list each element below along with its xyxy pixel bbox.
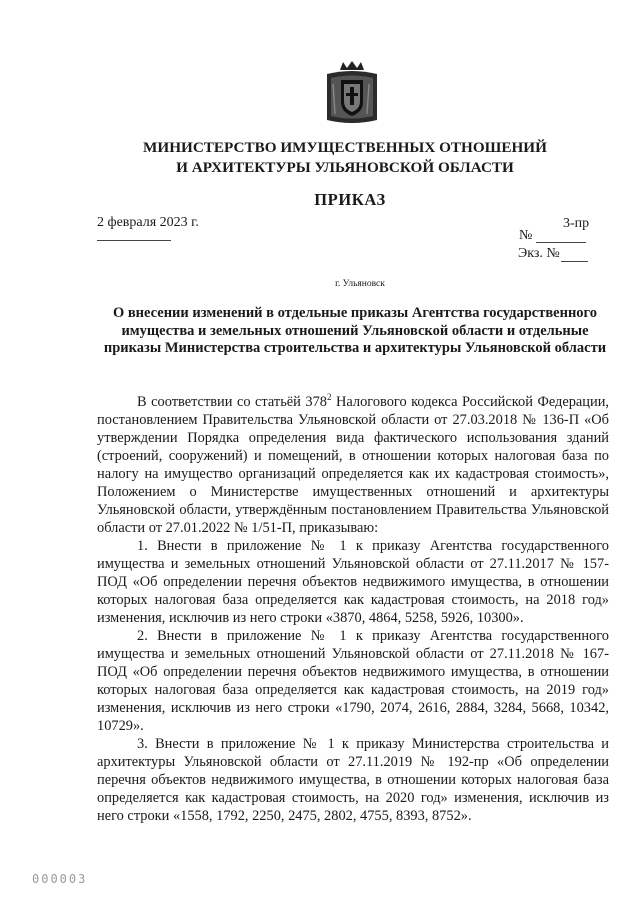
item-2: 2. Внести в приложение № 1 к приказу Агентства государственного имущества и земельных отношений Ульяновской области от 27.11.2018 № 167-ПОД «Об определении перечня объектов недвижимого имущества, в отношении которых налоговая база определяется как кадастровая стоимость, на 2019 год» изменения, исключив из него строки «1790, 2074, 2616, 2884, 3284, 5668, 10342, 10729». — [97, 628, 609, 734]
document-type-label: ПРИКАЗ — [314, 190, 386, 209]
city — [0, 279, 640, 289]
intro-text-a: В соответствии со статьёй 378 — [137, 394, 327, 410]
number-label: № — [519, 228, 533, 243]
date-underline — [97, 240, 171, 241]
document-type — [0, 190, 640, 210]
coat-of-arms-icon — [323, 60, 381, 126]
copy-number-underline — [561, 261, 588, 262]
item-1: 1. Внести в приложение № 1 к приказу Агентства государственного имущества и земельных отношений Ульяновской области от 27.11.2017 № 157-ПОД «Об определении перечня объектов недвижимого имущества, в отношении которых налоговая база определяется как кадастровая стоимость, на 2018 год» изменения, исключив из него строки «3870, 4864, 5258, 5926, 10300». — [97, 538, 609, 626]
page-stamp: 000003 — [32, 872, 88, 886]
document-body — [97, 393, 609, 825]
intro-paragraph — [97, 393, 609, 537]
document-subject: О внесении изменений в отдельные приказы Агентства государственного имущества и земельных отношений Ульяновской области и отдельные приказы Министерства строительства и архитектуры Ульяновской области — [103, 305, 607, 356]
org-line-2: И АРХИТЕКТУРЫ УЛЬЯНОВСКОЙ ОБЛАСТИ — [176, 159, 514, 176]
number-underline — [536, 242, 586, 243]
item-3: 3. Внести в приложение № 1 к приказу Министерства строительства и архитектуры Ульяновской области от 27.11.2019 № 192-пр «Об определении перечня объектов недвижимого имущества, в отношении которых налоговая база определяется как кадастровая стоимость, на 2020 год» изменения, исключив из него строки «1558, 1792, 2250, 2475, 2802, 4755, 8393, 8752». — [97, 736, 609, 824]
copy-number-label: Экз. № — [518, 246, 560, 261]
document-number: 3-пр — [563, 216, 590, 231]
article-superscript: 2 — [326, 392, 332, 403]
intro-text-b: Налогового кодекса Российской Федерации, постановлением Правительства Ульяновской области от 27.03.2018 № 136-П «Об утверждении Порядка определения вида фактического использования зданий (строений, сооружений) и помещений, в отношении которых налоговая база по налогу на имущество организаций определяется как их кадастровая стоимость», Положением о Министерстве имущественных отношений и архитектуры Ульяновской области, утверждённым постановлением Правительства Ульяновской области от 27.01.2022 № 1/51-П, приказываю: — [97, 394, 610, 536]
city-label: г. Ульяновск — [335, 279, 385, 289]
organization-name — [0, 138, 640, 178]
document-date: 2 февраля 2023 г. — [97, 215, 199, 230]
org-line-1: МИНИСТЕРСТВО ИМУЩЕСТВЕННЫХ ОТНОШЕНИЙ — [143, 139, 547, 156]
